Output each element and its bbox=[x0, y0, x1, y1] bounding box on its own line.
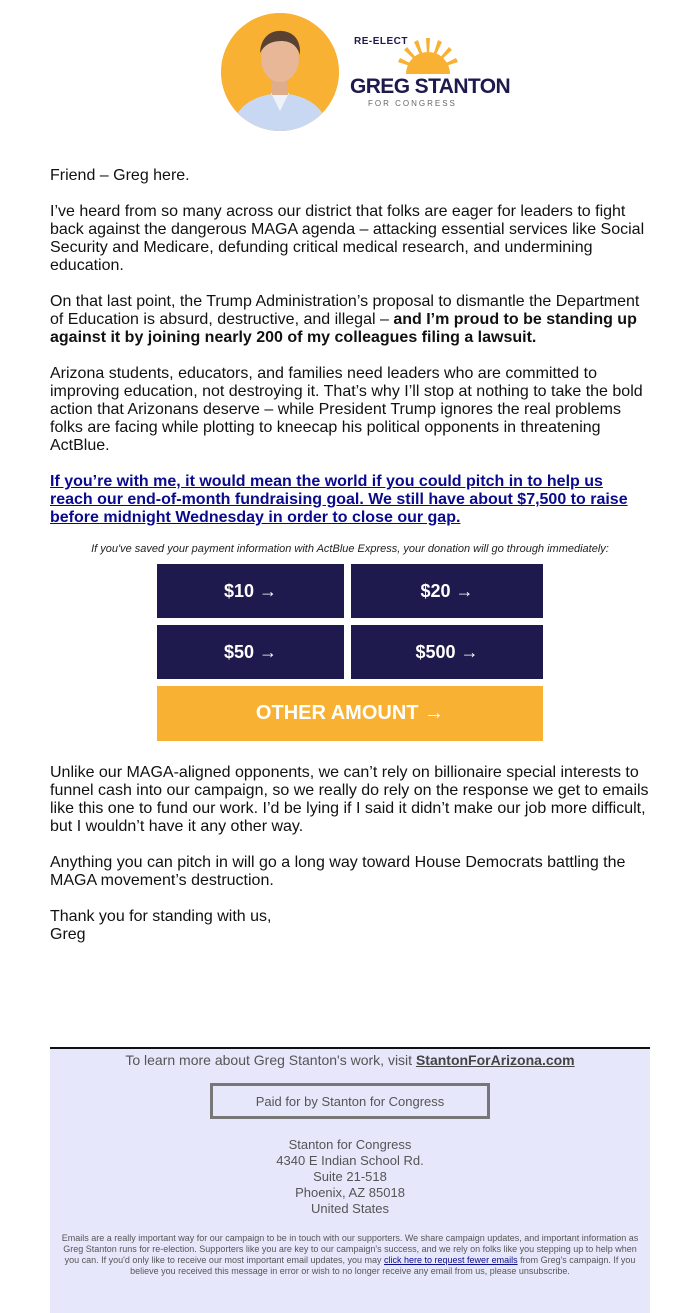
address-line: 4340 E Indian School Rd. bbox=[276, 1153, 424, 1168]
mailing-address bbox=[50, 1137, 650, 1217]
signoff: Thank you for standing with us, bbox=[50, 908, 272, 925]
donate-500-button[interactable]: $500 → bbox=[351, 625, 543, 679]
campaign-website-link[interactable]: StantonForArizona.com bbox=[415, 1052, 575, 1068]
candidate-portrait-icon bbox=[221, 13, 339, 131]
footer-learn-more bbox=[50, 1052, 650, 1068]
paragraph-2 bbox=[50, 293, 650, 347]
address-line: Stanton for Congress bbox=[288, 1137, 412, 1152]
fine-print-text: Emails are a really important way for our campaign to be in touch with our supporters. We share campaign updates, and important information as Greg Stanton runs for re-election. Supporters like you are key to our campaign's success, and we rely on folks like you stepping up to help when you can. If you'd only like to receive our most important email updates, you may bbox=[61, 1233, 639, 1265]
address-line: Phoenix, AZ 85018 bbox=[295, 1185, 405, 1200]
paragraph-4: Unlike our MAGA-aligned opponents, we can’t rely on billionaire special interests to funnel cash into our campaign, so we really do rely on the response we get to emails like this one to fund our work. I’d be lying if I said it didn’t make our job more difficult, but I wouldn’t have it any other way. bbox=[50, 764, 649, 835]
paragraph-5: Anything you can pitch in will go a long way toward House Democrats battling the MAGA movement’s destruction. bbox=[50, 854, 626, 889]
logo-candidate-name: GREG STANTON bbox=[350, 75, 511, 98]
greeting: Friend – Greg here. bbox=[50, 167, 190, 184]
donate-other-amount-button[interactable]: OTHER AMOUNT → bbox=[157, 686, 543, 741]
paragraph-3: Arizona students, educators, and families need leaders who are committed to improving education, not destroying it. That’s why I’ll stop at nothing to take the bold action that Arizonans deserve – while President Trump ignores the real problems folks are facing while plotting to kneecap his political opponents in threatening ActBlue. bbox=[50, 365, 643, 454]
signature: Greg bbox=[50, 926, 86, 943]
logo-for-congress: FOR CONGRESS bbox=[368, 99, 457, 108]
paragraph-1: I’ve heard from so many across our district that folks are eager for leaders to fight back against the dangerous MAGA agenda – attacking essential services like Social Security and Medicare, defunding critical medical research, and undermining education. bbox=[50, 203, 645, 274]
paragraph-2-text: On that last point, the Trump Administration’s proposal to dismantle the Department of Education is absurd, destructive, and illegal – bbox=[50, 293, 640, 328]
address-line: United States bbox=[310, 1201, 390, 1216]
email-fine-print bbox=[60, 1233, 640, 1277]
paragraph-2-bold: and I’m proud to be standing up against it by joining nearly 200 of my colleagues filing a lawsuit. bbox=[50, 311, 637, 346]
logo-reelect-text: RE-ELECT bbox=[354, 36, 408, 47]
footer-learn-text: To learn more about Greg Stanton's work, visit bbox=[125, 1052, 416, 1068]
donate-50-button[interactable]: $50 → bbox=[157, 625, 344, 679]
fine-print-text-end: from Greg's campaign. If you believe you received this message in error or wish to no longer receive any email from us, please unsubscribe. bbox=[130, 1255, 636, 1276]
email-footer bbox=[50, 1047, 650, 1313]
fewer-emails-link[interactable]: click here to request fewer emails bbox=[384, 1255, 518, 1265]
donate-10-button[interactable]: $10 → bbox=[157, 564, 344, 618]
paid-for-disclaimer: Paid for by Stanton for Congress bbox=[210, 1083, 490, 1119]
email-header bbox=[0, 12, 700, 132]
actblue-express-note: If you've saved your payment information with ActBlue Express, your donation will go through immediately: bbox=[91, 543, 609, 555]
donate-20-button[interactable]: $20 → bbox=[351, 564, 543, 618]
campaign-logo bbox=[348, 32, 511, 122]
donate-cta-link[interactable]: If you’re with me, it would mean the world if you could pitch in to help us reach our end-of-month fundraising goal. We still have about $7,500 to raise before midnight Wednesday in order to close our gap. bbox=[50, 473, 628, 526]
candidate-photo bbox=[221, 13, 339, 131]
address-line: Suite 21-518 bbox=[313, 1169, 387, 1184]
